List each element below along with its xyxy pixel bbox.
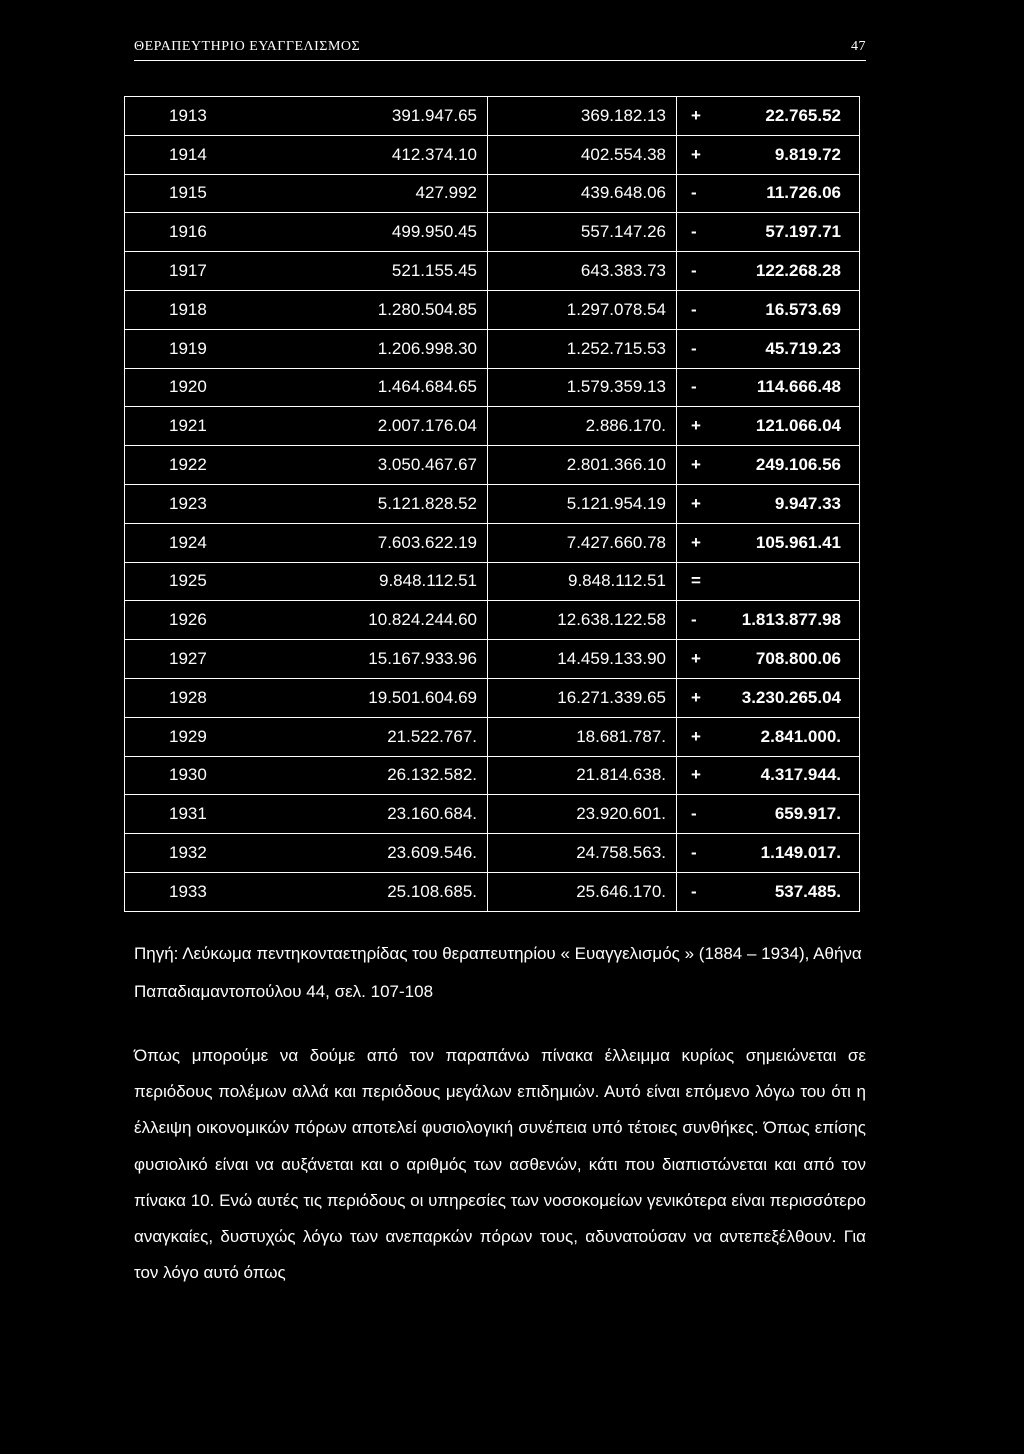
col2-cell: 402.554.38 [488, 135, 677, 174]
sign-cell: - [677, 252, 728, 291]
col2-cell: 25.646.170. [488, 872, 677, 911]
diff-cell: 1.149.017. [727, 834, 860, 873]
table-row [125, 135, 860, 174]
year-cell: 1928 [125, 678, 298, 717]
table-row [125, 484, 860, 523]
col1-cell: 9.848.112.51 [297, 562, 488, 601]
table-row [125, 717, 860, 756]
col2-cell: 14.459.133.90 [488, 640, 677, 679]
diff-cell: 45.719.23 [727, 329, 860, 368]
diff-cell: 659.917. [727, 795, 860, 834]
sign-cell: + [677, 717, 728, 756]
sign-cell: - [677, 174, 728, 213]
col2-cell: 5.121.954.19 [488, 484, 677, 523]
year-cell: 1921 [125, 407, 298, 446]
col2-cell: 1.252.715.53 [488, 329, 677, 368]
diff-cell: 1.813.877.98 [727, 601, 860, 640]
diff-cell: 3.230.265.04 [727, 678, 860, 717]
col1-cell: 5.121.828.52 [297, 484, 488, 523]
year-cell: 1914 [125, 135, 298, 174]
year-cell: 1923 [125, 484, 298, 523]
diff-cell: 249.106.56 [727, 446, 860, 485]
col1-cell: 1.280.504.85 [297, 290, 488, 329]
sign-cell: + [677, 484, 728, 523]
table-row [125, 872, 860, 911]
table-row [125, 601, 860, 640]
col1-cell: 10.824.244.60 [297, 601, 488, 640]
year-cell: 1922 [125, 446, 298, 485]
col1-cell: 23.160.684. [297, 795, 488, 834]
sign-cell: - [677, 290, 728, 329]
sign-cell: + [677, 523, 728, 562]
col1-cell: 3.050.467.67 [297, 446, 488, 485]
col2-cell: 439.648.06 [488, 174, 677, 213]
diff-cell: 114.666.48 [727, 368, 860, 407]
table-row [125, 640, 860, 679]
col2-cell: 23.920.601. [488, 795, 677, 834]
diff-cell: 11.726.06 [727, 174, 860, 213]
col1-cell: 2.007.176.04 [297, 407, 488, 446]
year-cell: 1924 [125, 523, 298, 562]
diff-cell: 537.485. [727, 872, 860, 911]
year-cell: 1915 [125, 174, 298, 213]
diff-cell: 16.573.69 [727, 290, 860, 329]
col1-cell: 15.167.933.96 [297, 640, 488, 679]
diff-cell: 2.841.000. [727, 717, 860, 756]
sign-cell: + [677, 97, 728, 136]
diff-cell [727, 562, 860, 601]
year-cell: 1920 [125, 368, 298, 407]
col2-cell: 557.147.26 [488, 213, 677, 252]
table-row [125, 368, 860, 407]
year-cell: 1933 [125, 872, 298, 911]
table-row [125, 834, 860, 873]
sign-cell: + [677, 446, 728, 485]
diff-cell: 122.268.28 [727, 252, 860, 291]
col1-cell: 412.374.10 [297, 135, 488, 174]
source-citation: Πηγή: Λεύκωμα πεντηκονταετηρίδας του θεραπευτηρίου « Ευαγγελισμός » (1884 – 1934), Αθήνα Παπαδιαμαντοπούλου 44, σελ. 107-108 [134, 944, 862, 1001]
sign-cell: + [677, 135, 728, 174]
table-row [125, 756, 860, 795]
table-row [125, 252, 860, 291]
sign-cell: - [677, 601, 728, 640]
body-paragraph: Όπως μπορούμε να δούμε από τον παραπάνω πίνακα έλλειμμα κυρίως σημειώνεται σε περιόδους πολέμων αλλά και περιόδους μεγάλων επιδημιών. Αυτό είναι επόμενο λόγω του ότι η έλλειψη οικονομικών πόρων αποτελεί φυσιολογική συνέπεια υπό τέτοιες συνθήκες. Όπως επίσης φυσιολικό είναι να αυξάνεται και ο αριθμός των ασθενών, κάτι που διαπιστώνεται και από τον πίνακα 10. Ενώ αυτές τις περιόδους οι υπηρεσίες των νοσοκομείων γενικότερα είναι περισσότερο αναγκαίες, δυστυχώς λόγω των ανεπαρκών πόρων τους, αδυνατούσαν να αντεπεξέλθουν. Για τον λόγο αυτό όπως [134, 1046, 866, 1283]
year-cell: 1917 [125, 252, 298, 291]
sign-cell: + [677, 756, 728, 795]
col1-cell: 427.992 [297, 174, 488, 213]
col2-cell: 24.758.563. [488, 834, 677, 873]
col1-cell: 1.464.684.65 [297, 368, 488, 407]
table-row [125, 795, 860, 834]
col2-cell: 7.427.660.78 [488, 523, 677, 562]
budget-table [124, 96, 860, 912]
year-cell: 1913 [125, 97, 298, 136]
year-cell: 1932 [125, 834, 298, 873]
year-cell: 1931 [125, 795, 298, 834]
table-row [125, 290, 860, 329]
sign-cell: - [677, 872, 728, 911]
diff-cell: 9.819.72 [727, 135, 860, 174]
year-cell: 1927 [125, 640, 298, 679]
col2-cell: 1.579.359.13 [488, 368, 677, 407]
header-title: ΘΕΡΑΠΕΥΤΗΡΙΟ ΕΥΑΓΓΕΛΙΣΜΟΣ [134, 39, 361, 54]
year-cell: 1918 [125, 290, 298, 329]
col2-cell: 2.886.170. [488, 407, 677, 446]
sign-cell: - [677, 368, 728, 407]
diff-cell: 121.066.04 [727, 407, 860, 446]
year-cell: 1916 [125, 213, 298, 252]
col2-cell: 21.814.638. [488, 756, 677, 795]
col1-cell: 19.501.604.69 [297, 678, 488, 717]
table-row [125, 523, 860, 562]
sign-cell: + [677, 407, 728, 446]
table-row [125, 97, 860, 136]
col2-cell: 369.182.13 [488, 97, 677, 136]
table-body [125, 97, 860, 912]
col1-cell: 521.155.45 [297, 252, 488, 291]
col1-cell: 499.950.45 [297, 213, 488, 252]
sign-cell: - [677, 834, 728, 873]
col2-cell: 9.848.112.51 [488, 562, 677, 601]
col2-cell: 2.801.366.10 [488, 446, 677, 485]
page-number: 47 [851, 39, 866, 54]
diff-cell: 4.317.944. [727, 756, 860, 795]
col1-cell: 7.603.622.19 [297, 523, 488, 562]
col1-cell: 1.206.998.30 [297, 329, 488, 368]
col1-cell: 26.132.582. [297, 756, 488, 795]
col2-cell: 18.681.787. [488, 717, 677, 756]
col2-cell: 1.297.078.54 [488, 290, 677, 329]
sign-cell: - [677, 795, 728, 834]
col2-cell: 12.638.122.58 [488, 601, 677, 640]
year-cell: 1919 [125, 329, 298, 368]
year-cell: 1925 [125, 562, 298, 601]
col2-cell: 16.271.339.65 [488, 678, 677, 717]
col1-cell: 25.108.685. [297, 872, 488, 911]
year-cell: 1930 [125, 756, 298, 795]
sign-cell: + [677, 678, 728, 717]
sign-cell: = [677, 562, 728, 601]
diff-cell: 22.765.52 [727, 97, 860, 136]
page-header [134, 36, 866, 61]
table-row [125, 678, 860, 717]
col1-cell: 21.522.767. [297, 717, 488, 756]
table-row [125, 407, 860, 446]
table-row [125, 329, 860, 368]
table-row [125, 213, 860, 252]
table-row [125, 562, 860, 601]
diff-cell: 57.197.71 [727, 213, 860, 252]
year-cell: 1929 [125, 717, 298, 756]
sign-cell: + [677, 640, 728, 679]
diff-cell: 708.800.06 [727, 640, 860, 679]
sign-cell: - [677, 213, 728, 252]
col1-cell: 23.609.546. [297, 834, 488, 873]
col1-cell: 391.947.65 [297, 97, 488, 136]
col2-cell: 643.383.73 [488, 252, 677, 291]
diff-cell: 105.961.41 [727, 523, 860, 562]
diff-cell: 9.947.33 [727, 484, 860, 523]
table-row [125, 174, 860, 213]
year-cell: 1926 [125, 601, 298, 640]
sign-cell: - [677, 329, 728, 368]
table-row [125, 446, 860, 485]
